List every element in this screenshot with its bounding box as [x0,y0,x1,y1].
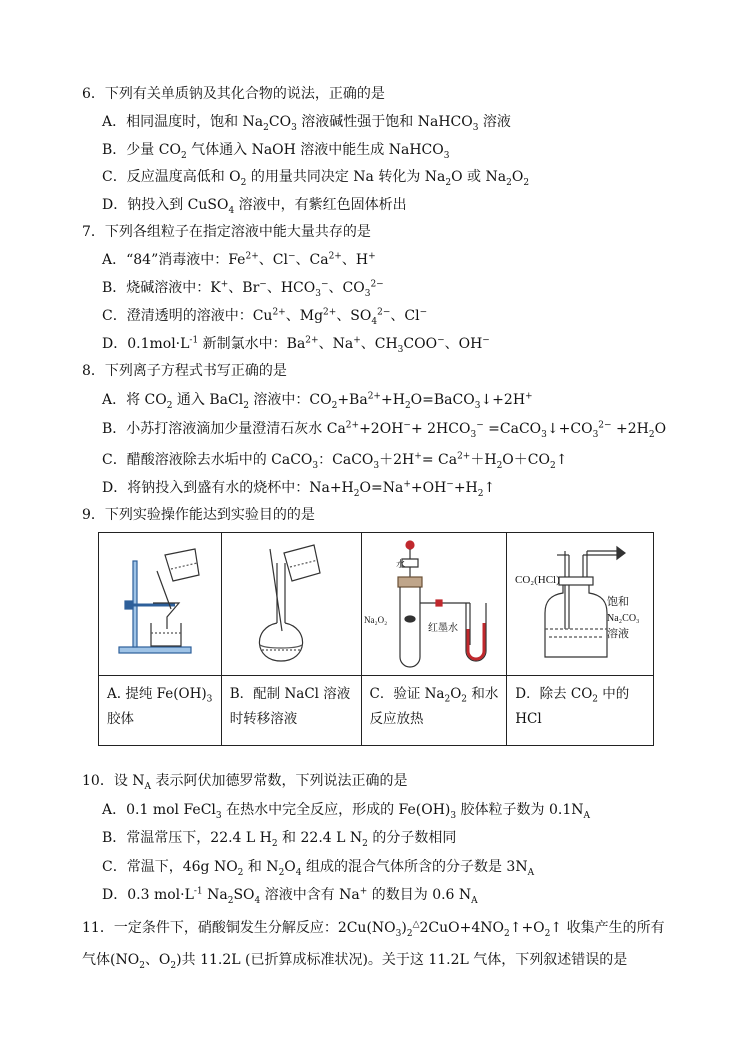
label-na2o2: Na₂O₂ [363,615,387,625]
q7-option-a: A．“84”消毒液中：$Fe^{2+}$、Cl−、$Ca^{2+}$、H+ [102,251,376,268]
q7-option-c: C．澄清透明的溶液中：$Cu^{2+}$、$Mg^{2+}$、$SO_4^{2-}$、Cl− [102,307,428,327]
q11-line-2: 气体($NO_2$、$O_2$)共 11.2L (已折算成标准状况)。关于这 11.2L 气体，下列叙述错误的是 [82,952,628,971]
q10-option-a: A．0.1 mol FeCl$_3$ 在热水中完全反应，形成的 $Fe(OH)_3$ 胶体粒子数为 $0.1N_A$ [102,802,591,821]
q8-option-a: A．将 $CO_2$ 通入 BaCl$_2$ 溶液中：$CO_2+Ba^{2+}+H_2O=BaCO_3↓+2H^+$ [102,391,533,411]
fig-a-cell [99,533,222,676]
label-solution: 溶液 [607,628,630,640]
q8-option-d: D．将钠投入到盛有水的烧杯中：$Na+H_2O=Na^++OH^-+H_2↑$ [102,479,496,499]
q7-option-d: D．$0.1mol\cdot L^{-1}$ 新制氯水中：$Ba^{2+}$、Na+、$CH_3COO^-$、OH− [102,335,490,355]
fig-d-cell [507,533,654,676]
filtration-apparatus-figure [99,533,220,673]
u-tube-apparatus-figure [362,533,506,673]
label-water: 水 [395,559,405,569]
caption-b: B．配制 NaCl 溶液 时转移溶液 [221,676,361,746]
q7-stem: 7．下列各组粒子在指定溶液中能大量共存的是 [82,224,371,240]
label-saturated: 饱和 [607,596,630,608]
q9-experiment-table [98,532,654,746]
q11-line-1: 11．一定条件下，硝酸铜发生分解反应：$2Cu(NO_3)_2^\triangle 2CuO+4NO_2↑+O_2↑$ 收集产生的所有 [82,919,665,939]
q10-option-b: B．常温常压下，22.4 L $H_2$ 和 22.4 L $N_2$ 的分子数相同 [102,830,457,849]
q7-option-b: B．烧碱溶液中：K+、Br−、$HCO_3^-$、$CO_3^{2-}$ [102,279,384,299]
q8-stem: 8．下列离子方程式书写正确的是 [82,363,287,379]
q6-stem: 6．下列有关单质钠及其化合物的说法，正确的是 [82,86,385,102]
q10-option-c: C．常温下，46g $NO_2$ 和 $N_2O_4$ 组成的混合气体所含的分子数是 $3N_A$ [102,859,535,878]
q8-option-c: C．醋酸溶液除去水垢中的 CaCO$_3$：CaCO$_3$＋2H+= $Ca^{2+}+H_2O+CO_2↑$ [102,451,568,471]
volumetric-flask-figure [222,533,360,673]
caption-a: A. 提纯 $Fe(OH)_3$ 胶体 [99,676,222,746]
caption-d: D．除去 $CO_2$ 中的 HCl [507,676,654,746]
q9-stem: 9．下列实验操作能达到实验目的的是 [82,507,315,523]
q6-option-c: C．反应温度高低和 $O_2$ 的用量共同决定 Na 转化为 $Na_2O$ 或 $Na_2O_2$ [102,169,530,188]
q10-stem: 10．设 $N_A$ 表示阿伏加德罗常数，下列说法正确的是 [82,773,408,792]
gas-washing-bottle-figure [507,533,652,673]
q6-option-b: B．少量 $CO_2$ 气体通入 NaOH 溶液中能生成 NaHCO$_3$ [102,142,450,161]
caption-c: C．验证 $Na_2O_2$ 和水 反应放热 [361,676,507,746]
fig-c-cell [361,533,507,676]
label-na2co3: Na₂CO₃ [607,613,640,624]
q6-option-d: D．钠投入到 CuSO$_4$ 溶液中，有紫红色固体析出 [102,197,407,216]
label-red-ink: 红墨水 [427,623,458,634]
fig-b-cell [221,533,361,676]
q6-option-a: A．相同温度时，饱和 $Na_2CO_3$ 溶液碱性强于饱和 NaHCO$_3$ 溶液 [102,114,511,133]
q8-option-b: B．小苏打溶液滴加少量澄清石灰水 $Ca^{2+}+2OH^-+ 2HCO_3^-$ $=CaCO_3↓+CO_3^{2-} +2H_2O$ [102,420,667,440]
label-gas-inlet: CO₂(HCl) [515,574,561,586]
q10-option-d: D．0.3 $mol\cdot L^{-1}$ $Na_2SO_4$ 溶液中含有 Na+ 的数目为 0.6 $N_A$ [102,886,478,906]
